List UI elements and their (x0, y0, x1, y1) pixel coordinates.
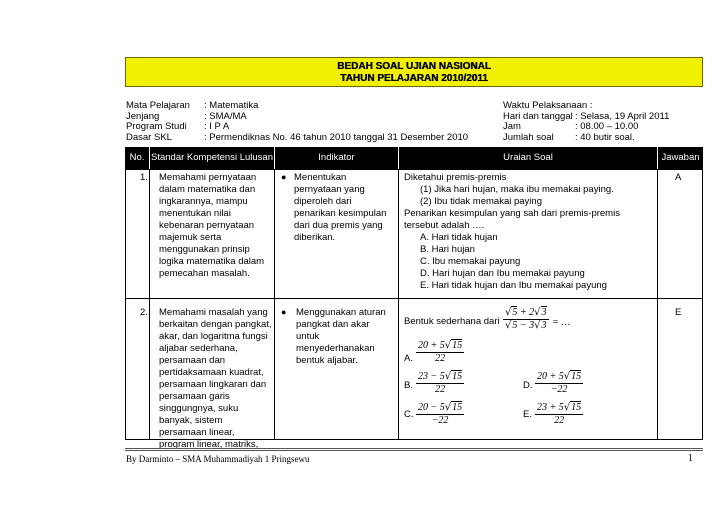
meta-right (503, 101, 669, 143)
expression-tail: = … (552, 317, 571, 328)
meta-value: : Matematika (204, 100, 259, 111)
page-number: 1 (688, 453, 693, 464)
header-uraian: Uraian Soal (398, 147, 657, 169)
meta-left (126, 101, 468, 143)
soal-text: Diketahui premis-premis (1) Jika hari hujan, maka ibu memakai paying. (2) Ibu tidak memakai paying Penarikan kesimpulan yang sah dari premis-premis tersebut adalah …. A. Hari tidak hujan B. Hari hujan C. Ibu memakai payung D. Hari hujan dan Ibu memakai payung E. Hari tidak hujan dan Ibu memakai payung (404, 172, 620, 291)
soal-intro: Bentuk sederhana dari (404, 316, 500, 327)
column-divider (149, 169, 150, 440)
title-line-1: BEDAH SOAL UJIAN NASIONAL (337, 61, 491, 72)
header-skl: Standar Kompetensi Lulusan (149, 147, 274, 169)
skl-text: Memahami pernyataan dalam matematika dan ingkarannya, mampu menentukan nilai kebenaran pernyataan majemuk serta menggunakan prinsip logika matematika dalam pemecahan masalah. (159, 172, 265, 279)
option-letter: E. (523, 409, 532, 420)
header-no: No. (129, 152, 145, 163)
header-indikator: Indikator (274, 147, 398, 169)
answer-key: A (675, 172, 682, 183)
row-number: 1. (140, 172, 148, 183)
option-d-fraction: $\frac{20 + 5√15}{-22}$ (537, 371, 582, 395)
header-jawaban: Jawaban (657, 147, 703, 169)
column-divider (398, 169, 399, 440)
option-e-fraction: $\frac{23 + 5√15}{22}$ (537, 402, 582, 426)
bullet-icon: ● (281, 172, 287, 182)
table-header (125, 147, 703, 169)
meta-key: Jam (503, 121, 521, 132)
title-banner (125, 57, 703, 87)
meta-key: Mata Pelajaran (126, 100, 190, 111)
meta-key: Hari dan tanggal (503, 110, 573, 122)
indikator-text: Menentukan pernyataan yang diperoleh dari penarikan kesimpulan dari dua premis yang diberikan. (294, 172, 387, 243)
footer-credit: By Darminto – SMA Muhammadiyah 1 Pringsewu (126, 454, 310, 464)
indikator-text: Menggunakan aturan pangkat dan akar untuk menyederhanakan bentuk aljabar. (296, 307, 386, 366)
meta-key: Program Studi (126, 121, 187, 132)
option-b-fraction: $\frac{23 - 5√15}{22}$ (418, 371, 463, 395)
option-letter: D. (523, 380, 533, 391)
title-line-2: TAHUN PELAJARAN 2010/2011 (340, 73, 488, 84)
skl-text: Memahami masalah yang berkaitan dengan pangkat, akar, dan logaritma fungsi aljabar sederhana, persamaan dan pertidaksamaan kuadrat, persamaan lingkaran dan persamaan garis singgungnya, suku banyak, sistem persamaan linear, program linear, matriks, (159, 307, 272, 450)
option-letter: A. (404, 353, 413, 364)
meta-key: Jumlah soal (503, 131, 554, 143)
meta-value: : I P A (204, 121, 230, 132)
option-c-fraction: $\frac{20 - 5√15}{-22}$ (418, 402, 463, 426)
meta-value: : Permendiknas No. 46 tahun 2010 tanggal 31 Desember 2010 (204, 131, 469, 143)
option-letter: B. (404, 380, 413, 391)
meta-value: : SMA/MA (204, 110, 247, 122)
column-divider (657, 169, 658, 440)
row-divider (125, 298, 703, 299)
answer-key: E (675, 307, 682, 318)
meta-key: Waktu Pelaksanaan : (503, 100, 593, 111)
meta-value: : 40 butir soal. (575, 131, 635, 143)
row-number: 2. (140, 307, 148, 318)
meta-value: : Selasa, 19 April 2011 (575, 110, 670, 122)
expression-fraction: $\frac{√5 + 2√3}{√5 - 3√3}$ (505, 307, 547, 331)
option-a-fraction: $\frac{20 + 5√15}{22}$ (418, 340, 463, 364)
meta-key: Jenjang (126, 110, 160, 122)
meta-value: : 08.00 – 10.00 (575, 121, 639, 132)
meta-key: Dasar SKL (126, 131, 172, 143)
page-footer (125, 448, 703, 465)
bullet-icon: ● (281, 307, 287, 317)
option-letter: C. (404, 409, 414, 420)
column-divider (274, 169, 275, 440)
